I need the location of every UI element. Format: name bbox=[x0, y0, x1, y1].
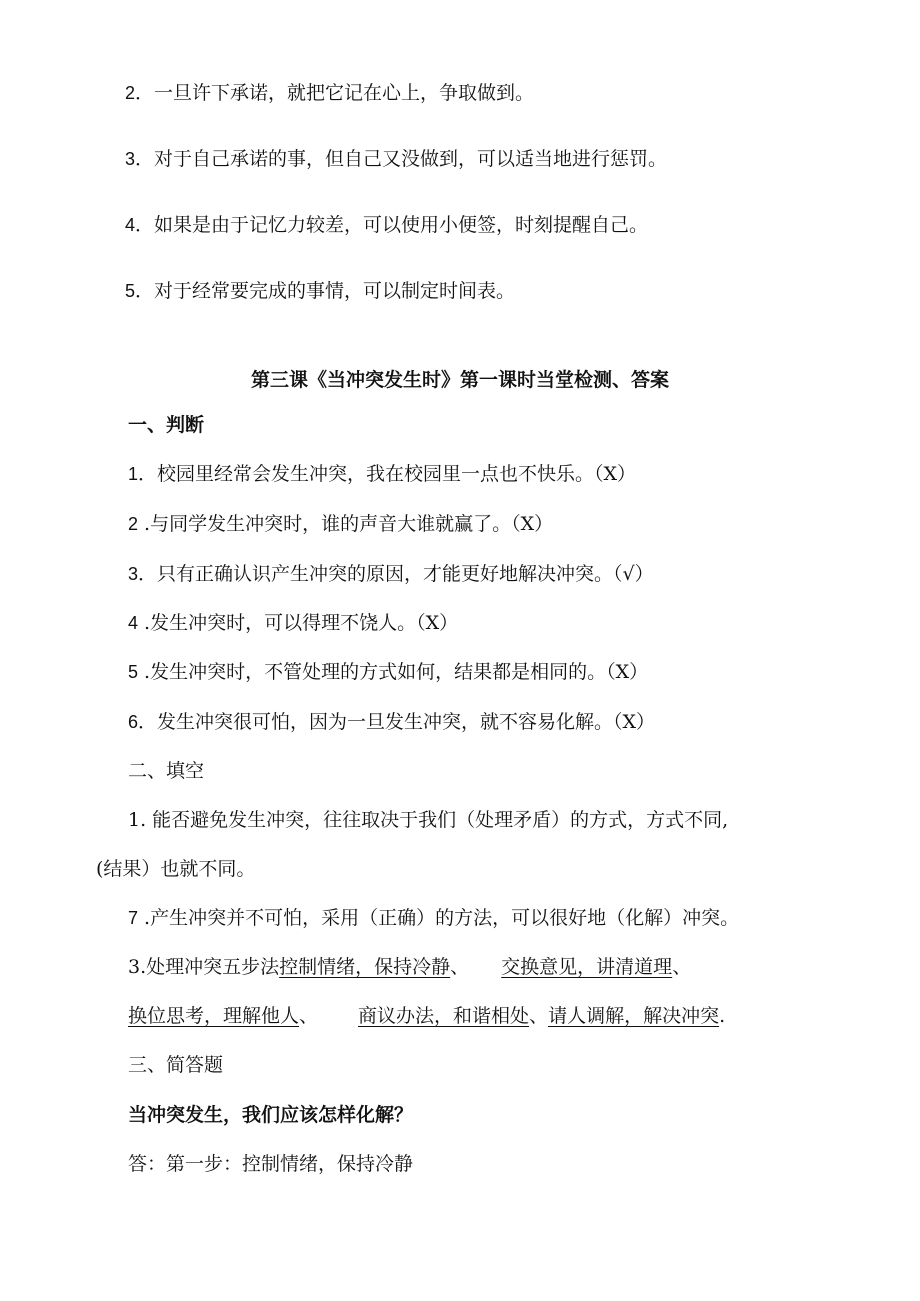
item-text: ．如果是由于记忆力较差，可以使用小便签，时刻提醒自己。 bbox=[135, 214, 649, 236]
fill-item-3-line-2 bbox=[128, 1002, 725, 1030]
section-heading-judgement: 一、判断 bbox=[128, 414, 205, 436]
separator: 、 bbox=[299, 1005, 319, 1027]
list-item bbox=[128, 609, 458, 637]
end-mark: . bbox=[719, 1005, 726, 1027]
fill-item-1-line-1: 1. 能否避免发生冲突，往往取决于我们（处理矛盾）的方式，方式不同, bbox=[128, 809, 729, 831]
item-number: 1 bbox=[128, 464, 139, 484]
item-text: ．一旦许下承诺，就把它记在心上，争取做到。 bbox=[135, 82, 535, 104]
item-text: .产生冲突并不可怕，采用（正确）的方法，可以很好地（化解）冲突。 bbox=[138, 907, 740, 929]
item-number: 2 bbox=[128, 514, 139, 534]
list-item bbox=[125, 211, 648, 239]
item-text: ．对于自己承诺的事，但自己又没做到，可以适当地进行惩罚。 bbox=[135, 148, 668, 170]
item-text: ．校园里经常会发生冲突，我在校园里一点也不快乐。（X） bbox=[138, 463, 637, 485]
item-text: ．发生冲突很可怕，因为一旦发生冲突，就不容易化解。（X） bbox=[138, 711, 656, 733]
item-number: 6 bbox=[128, 712, 139, 732]
item-number: 2 bbox=[125, 83, 136, 103]
list-item bbox=[128, 658, 648, 686]
section-heading-fill-in: 二、填空 bbox=[128, 760, 205, 782]
fill-blank: 控制情绪，保持冷静 bbox=[279, 956, 451, 978]
list-item bbox=[125, 79, 534, 107]
item-text: ．只有正确认识产生冲突的原因，才能更好地解决冲突。（√） bbox=[138, 563, 654, 585]
item-text: .发生冲突时，可以得理不饶人。（X） bbox=[138, 612, 459, 634]
item-number: 4 bbox=[125, 215, 136, 235]
separator: 、 bbox=[450, 956, 470, 978]
item-number: 5 bbox=[128, 662, 139, 682]
lesson-title: 第三课《当冲突发生时》第一课时当堂检测、答案 bbox=[250, 369, 669, 391]
fill-item-1-line-2: (结果）也就不同。 bbox=[96, 858, 256, 880]
fill-item-3-line-1 bbox=[128, 953, 691, 981]
separator: 、 bbox=[529, 1005, 549, 1027]
item-text: .发生冲突时，不管处理的方式如何，结果都是相同的。（X） bbox=[138, 661, 649, 683]
list-item bbox=[125, 277, 515, 305]
item-number: 7 bbox=[128, 908, 139, 928]
item-number: 5 bbox=[125, 281, 136, 301]
list-item bbox=[128, 510, 553, 538]
fill-blank: 请人调解，解决冲突 bbox=[548, 1005, 720, 1027]
item-number: 4 bbox=[128, 613, 139, 633]
fill-blank: 换位思考，理解他人 bbox=[128, 1005, 300, 1027]
fill-item-3-prefix: 3.处理冲突五步法 bbox=[128, 956, 280, 978]
item-text: .与同学发生冲突时，谁的声音大谁就赢了。（X） bbox=[138, 513, 554, 535]
separator: 、 bbox=[672, 956, 692, 978]
fill-blank: 商议办法，和谐相处 bbox=[358, 1005, 530, 1027]
list-item bbox=[128, 560, 654, 588]
fill-blank: 交换意见，讲清道理 bbox=[501, 956, 673, 978]
fill-item-2 bbox=[128, 904, 739, 932]
question: 当冲突发生，我们应该怎样化解？ bbox=[128, 1104, 414, 1126]
list-item bbox=[128, 708, 655, 736]
item-number: 3 bbox=[128, 564, 139, 584]
list-item bbox=[125, 145, 667, 173]
item-number: 3 bbox=[125, 149, 136, 169]
item-text: ．对于经常要完成的事情，可以制定时间表。 bbox=[135, 280, 516, 302]
section-heading-short-answer: 三、简答题 bbox=[128, 1054, 224, 1076]
list-item bbox=[128, 460, 636, 488]
answer: 答：第一步：控制情绪，保持冷静 bbox=[128, 1153, 414, 1175]
